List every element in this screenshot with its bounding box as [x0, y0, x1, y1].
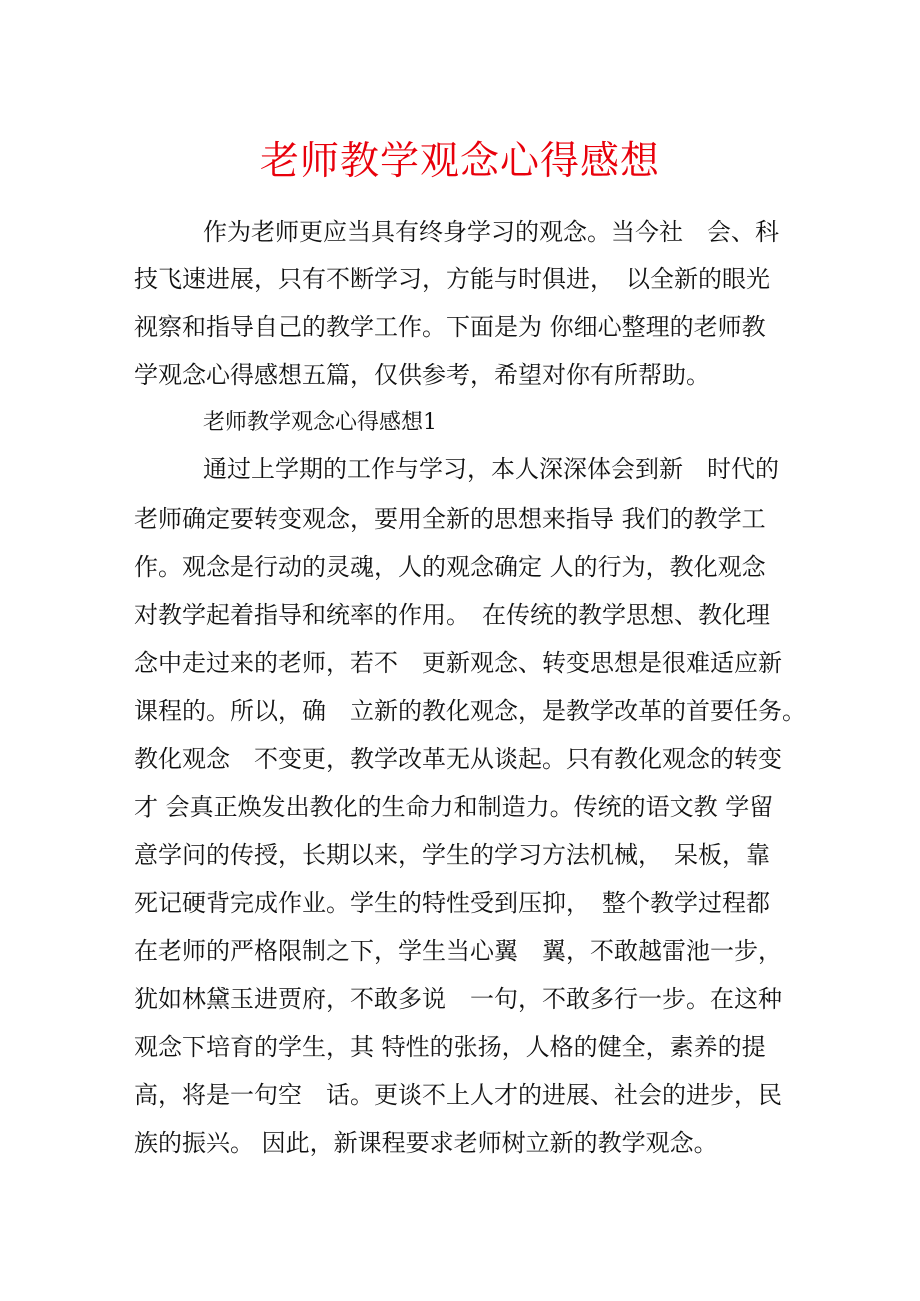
body-line-8: 才 会真正焕发出教化的生命力和制造力。传统的语文教 学留: [134, 793, 774, 821]
intro-line-2: 技飞速进展，只有不断学习，方能与时俱进， 以全新的眼光: [134, 265, 770, 293]
body-line-4: 对教学起着指导和统率的作用。 在传统的教学思想、教化理: [134, 601, 770, 629]
body-line-6: 课程的。所以，确 立新的教化观念，是教学改革的首要任务。: [134, 697, 806, 725]
body-line-11: 在老师的严格限制之下，学生当心翼 翼，不敢越雷池一步，: [134, 937, 782, 965]
body-line-14: 高，将是一句空 话。更谈不上人才的进展、社会的进步，民: [134, 1081, 782, 1109]
body-line-3: 作。观念是行动的灵魂，人的观念确定 人的行为，教化观念: [134, 553, 766, 581]
body-line-10: 死记硬背完成作业。学生的特性受到压抑， 整个教学过程都: [134, 889, 770, 917]
body-line-9: 意学问的传授，长期以来，学生的学习方法机械， 呆板，靠: [134, 841, 770, 869]
section-heading: 老师教学观念心得感想1: [203, 410, 437, 435]
body-line-15: 族的振兴。 因此，新课程要求老师树立新的教学观念。: [134, 1129, 718, 1157]
body-line-5: 念中走过来的老师，若不 更新观念、转变思想是很难适应新: [134, 649, 782, 677]
body-line-13: 观念下培育的学生，其 特性的张扬，人格的健全，素养的提: [134, 1033, 766, 1061]
body-line-2: 老师确定要转变观念，要用全新的思想来指导 我们的教学工: [134, 505, 766, 533]
body-line-1: 通过上学期的工作与学习，本人深深体会到新 时代的: [203, 455, 779, 483]
intro-line-4: 学观念心得感想五篇，仅供参考，希望对你有所帮助。: [134, 361, 710, 389]
document-title: 老师教学观念心得感想: [259, 139, 660, 184]
body-line-12: 犹如林黛玉进贾府，不敢多说 一句，不敢多行一步。在这种: [134, 985, 782, 1013]
intro-line-1: 作为老师更应当具有终身学习的观念。当今社 会、科: [203, 218, 779, 246]
body-line-7: 教化观念 不变更，教学改革无从谈起。只有教化观念的转变: [134, 745, 782, 773]
intro-line-3: 视察和指导自己的教学工作。下面是为 你细心整理的老师教: [134, 313, 766, 341]
